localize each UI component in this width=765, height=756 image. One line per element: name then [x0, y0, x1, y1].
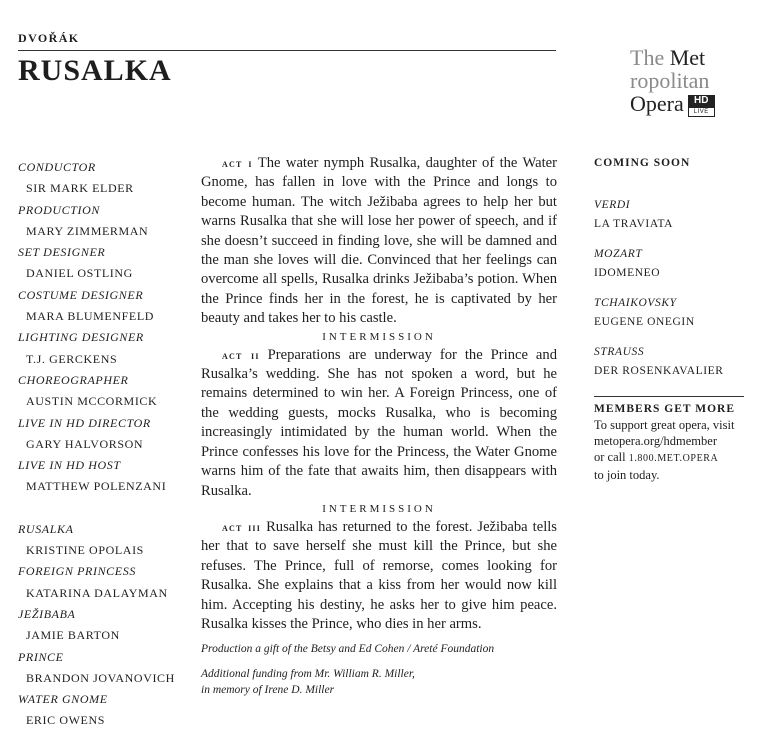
- funding-credit-line-1: Additional funding from Mr. William R. Miller,: [201, 668, 415, 681]
- credits-list: [18, 157, 198, 732]
- cast-name: KRISTINE OPOLAIS: [26, 543, 144, 558]
- cast-role: RUSALKA: [18, 521, 74, 536]
- coming-soon-composer: MOZART: [594, 248, 643, 260]
- members-call-line: [594, 449, 754, 467]
- intermission-1: INTERMISSION: [322, 330, 436, 343]
- credit-name: AUSTIN MCCORMICK: [26, 394, 158, 409]
- cast-role: PRINCE: [18, 649, 64, 664]
- act-2-label: act ii: [222, 347, 260, 362]
- cast-name: JAMIE BARTON: [26, 628, 120, 643]
- cast-role: FOREIGN PRINCESS: [18, 564, 136, 579]
- intermission-2: INTERMISSION: [322, 502, 436, 515]
- credit-role: PRODUCTION: [18, 202, 101, 217]
- header-rule: [18, 50, 556, 51]
- opera-title: RUSALKA: [18, 54, 172, 87]
- members-heading: MEMBERS GET MORE: [594, 403, 736, 415]
- cast-name: KATARINA DALAYMAN: [26, 585, 168, 600]
- act-1-text: The water nymph Rusalka, daughter of the Water Gnome, has fallen in love with the Prince and longs to become human. The witch Ježibaba agrees to help her but warns Rusalka that she will lose her power of speech, and if she doesn’t succeed in finding love, she will be damned and the man she loves will die. Convinced that her feelings can overcome all spells, Rusalka drinks Ježibaba’s potion. When the Prince finds her in the forest, he is captivated by her beauty and takes her to his castle.: [201, 155, 557, 327]
- members-line-4: to join today.: [594, 468, 660, 482]
- coming-soon-item: [594, 342, 754, 380]
- coming-soon-composer: TCHAIKOVSKY: [594, 297, 677, 309]
- logo-met: Met: [669, 45, 706, 70]
- act-3-label: act iii: [222, 519, 262, 534]
- credit-name: SIR MARK ELDER: [26, 181, 134, 196]
- coming-soon-composer: STRAUSS: [594, 346, 645, 358]
- credit-name: MARA BLUMENFELD: [26, 309, 155, 324]
- members-text: [594, 417, 754, 483]
- coming-soon-heading: COMING SOON: [594, 157, 691, 169]
- credit-name: DANIEL OSTLING: [26, 266, 133, 281]
- coming-soon-sidebar: [594, 157, 754, 483]
- act-2-paragraph: [201, 346, 557, 501]
- logo-opera: Opera: [630, 91, 684, 116]
- credit-role: LIVE IN HD HOST: [18, 458, 121, 473]
- coming-soon-opera: LA TRAVIATA: [594, 218, 674, 230]
- credit-role: SET DESIGNER: [18, 245, 106, 260]
- act-3-text: Rusalka has returned to the forest. Ježibaba tells her that to save herself she must kill the Prince, but she refuses. The Prince, full of remorse, comes looking for Rusalka. She explains that a kiss from her would now kill him. Accepting his destiny, he asks her to give him peace. Rusalka kisses the Prince, who dies in her arms.: [201, 518, 557, 632]
- credit-role: CHOREOGRAPHER: [18, 372, 129, 387]
- credit-name: T.J. GERCKENS: [26, 351, 118, 366]
- credit-name: GARY HALVORSON: [26, 436, 144, 451]
- act-1-paragraph: [201, 154, 557, 329]
- composer-name: DVOŘÁK: [18, 31, 80, 45]
- logo-the: The: [630, 45, 665, 70]
- met-opera-hd-logo: [630, 46, 748, 117]
- act-3-paragraph: [201, 518, 557, 634]
- credits-cast-gap: [18, 498, 198, 519]
- cast-role: WATER GNOME: [18, 692, 108, 707]
- coming-soon-item: [594, 244, 754, 282]
- coming-soon-composer: VERDI: [594, 199, 631, 211]
- live-label: LIVE: [688, 107, 715, 117]
- act-2-text: Preparations are underway for the Prince and Rusalka’s wedding. She has not spoken a word, but he remains determined to win her. A Foreign Princess, one of the wedding guests, mocks Rusalka, who is becoming increasingly intimidated by the human world. When the Prince confesses his love for the Princess, the Water Gnome warns him of the fate that awaits him, then disappears with Rusalka.: [201, 346, 557, 499]
- credit-role: LIGHTING DESIGNER: [18, 330, 144, 345]
- credit-role: COSTUME DESIGNER: [18, 287, 144, 302]
- coming-soon-item: [594, 293, 754, 331]
- coming-soon-opera: EUGENE ONEGIN: [594, 316, 695, 328]
- coming-soon-opera: DER ROSENKAVALIER: [594, 365, 724, 377]
- cast-name: ERIC OWENS: [26, 713, 105, 728]
- cast-role: JEŽIBABA: [18, 606, 76, 621]
- credit-role: LIVE IN HD DIRECTOR: [18, 415, 151, 430]
- funding-credit-line-2: in memory of Irene D. Miller: [201, 684, 335, 697]
- coming-soon-item: [594, 195, 754, 233]
- coming-soon-opera: IDOMENEO: [594, 267, 661, 279]
- members-phone[interactable]: 1.800.MET.OPERA: [628, 453, 719, 464]
- credit-role: CONDUCTOR: [18, 160, 96, 174]
- members-rule: [594, 396, 744, 397]
- synopsis: [201, 154, 557, 698]
- credit-name: MARY ZIMMERMAN: [26, 223, 149, 238]
- hd-label: HD: [688, 95, 715, 107]
- credit-name: MATTHEW POLENZANI: [26, 479, 167, 494]
- act-1-label: act i: [222, 156, 253, 170]
- production-credit: Production a gift of the Betsy and Ed Cohen / Areté Foundation: [201, 643, 495, 656]
- logo-ropolitan: ropolitan: [630, 68, 710, 93]
- cast-name: BRANDON JOVANOVICH: [26, 670, 175, 685]
- hd-live-badge: [688, 95, 715, 117]
- members-call-prefix: or call: [594, 450, 626, 464]
- members-line-1: To support great opera, visit: [594, 418, 735, 432]
- members-url[interactable]: metopera.org/hdmember: [594, 434, 717, 448]
